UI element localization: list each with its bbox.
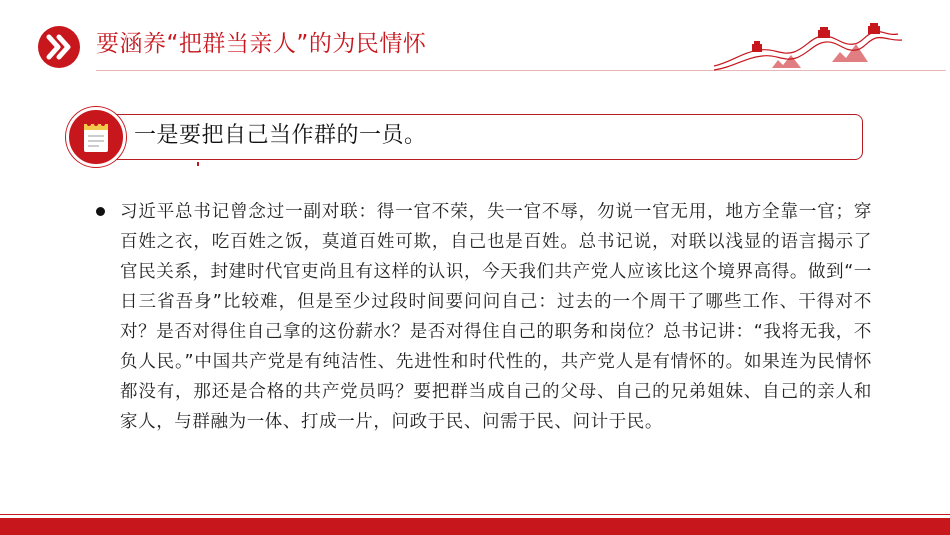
footer-line xyxy=(0,514,950,515)
page-title: 要涵养“把群当亲人”的为民情怀 xyxy=(96,31,427,57)
section-tick-mark xyxy=(197,162,199,166)
double-chevron-right-icon xyxy=(38,26,80,68)
great-wall-illustration xyxy=(712,22,907,72)
bullet-icon xyxy=(96,207,105,216)
notepad-icon xyxy=(66,107,126,167)
body-paragraph: 习近平总书记曾念过一副对联：得一官不荣，失一官不辱，勿说一官无用，地方全靠一官；穿百姓之衣，吃百姓之饭，莫道百姓可欺，自己也是百姓。总书记说，对联以浅显的语言揭示了官民关系，封建时代官吏尚且有这样的认识，今天我们共产党人应该比这个境界高得。做到“一日三省吾身”比较难，但是至少过段时间要问问自己：过去的一个周干了哪些工作、干得对不对？是否对得住自己拿的这份薪水？是否对得住自己的职务和岗位？总书记讲：“我将无我，不负人民。”中国共产党是有纯洁性、先进性和时代性的，共产党人是有情怀的。如果连为民情怀都没有，那还是合格的共产党员吗？要把群当成自己的父母、自己的兄弟姐妹、自己的亲人和家人，与群融为一体、打成一片，问政于民、问需于民、问计于民。 xyxy=(120,202,872,432)
footer-bar xyxy=(0,518,950,535)
section-title: 一是要把自己当作群的一员。 xyxy=(134,123,427,148)
